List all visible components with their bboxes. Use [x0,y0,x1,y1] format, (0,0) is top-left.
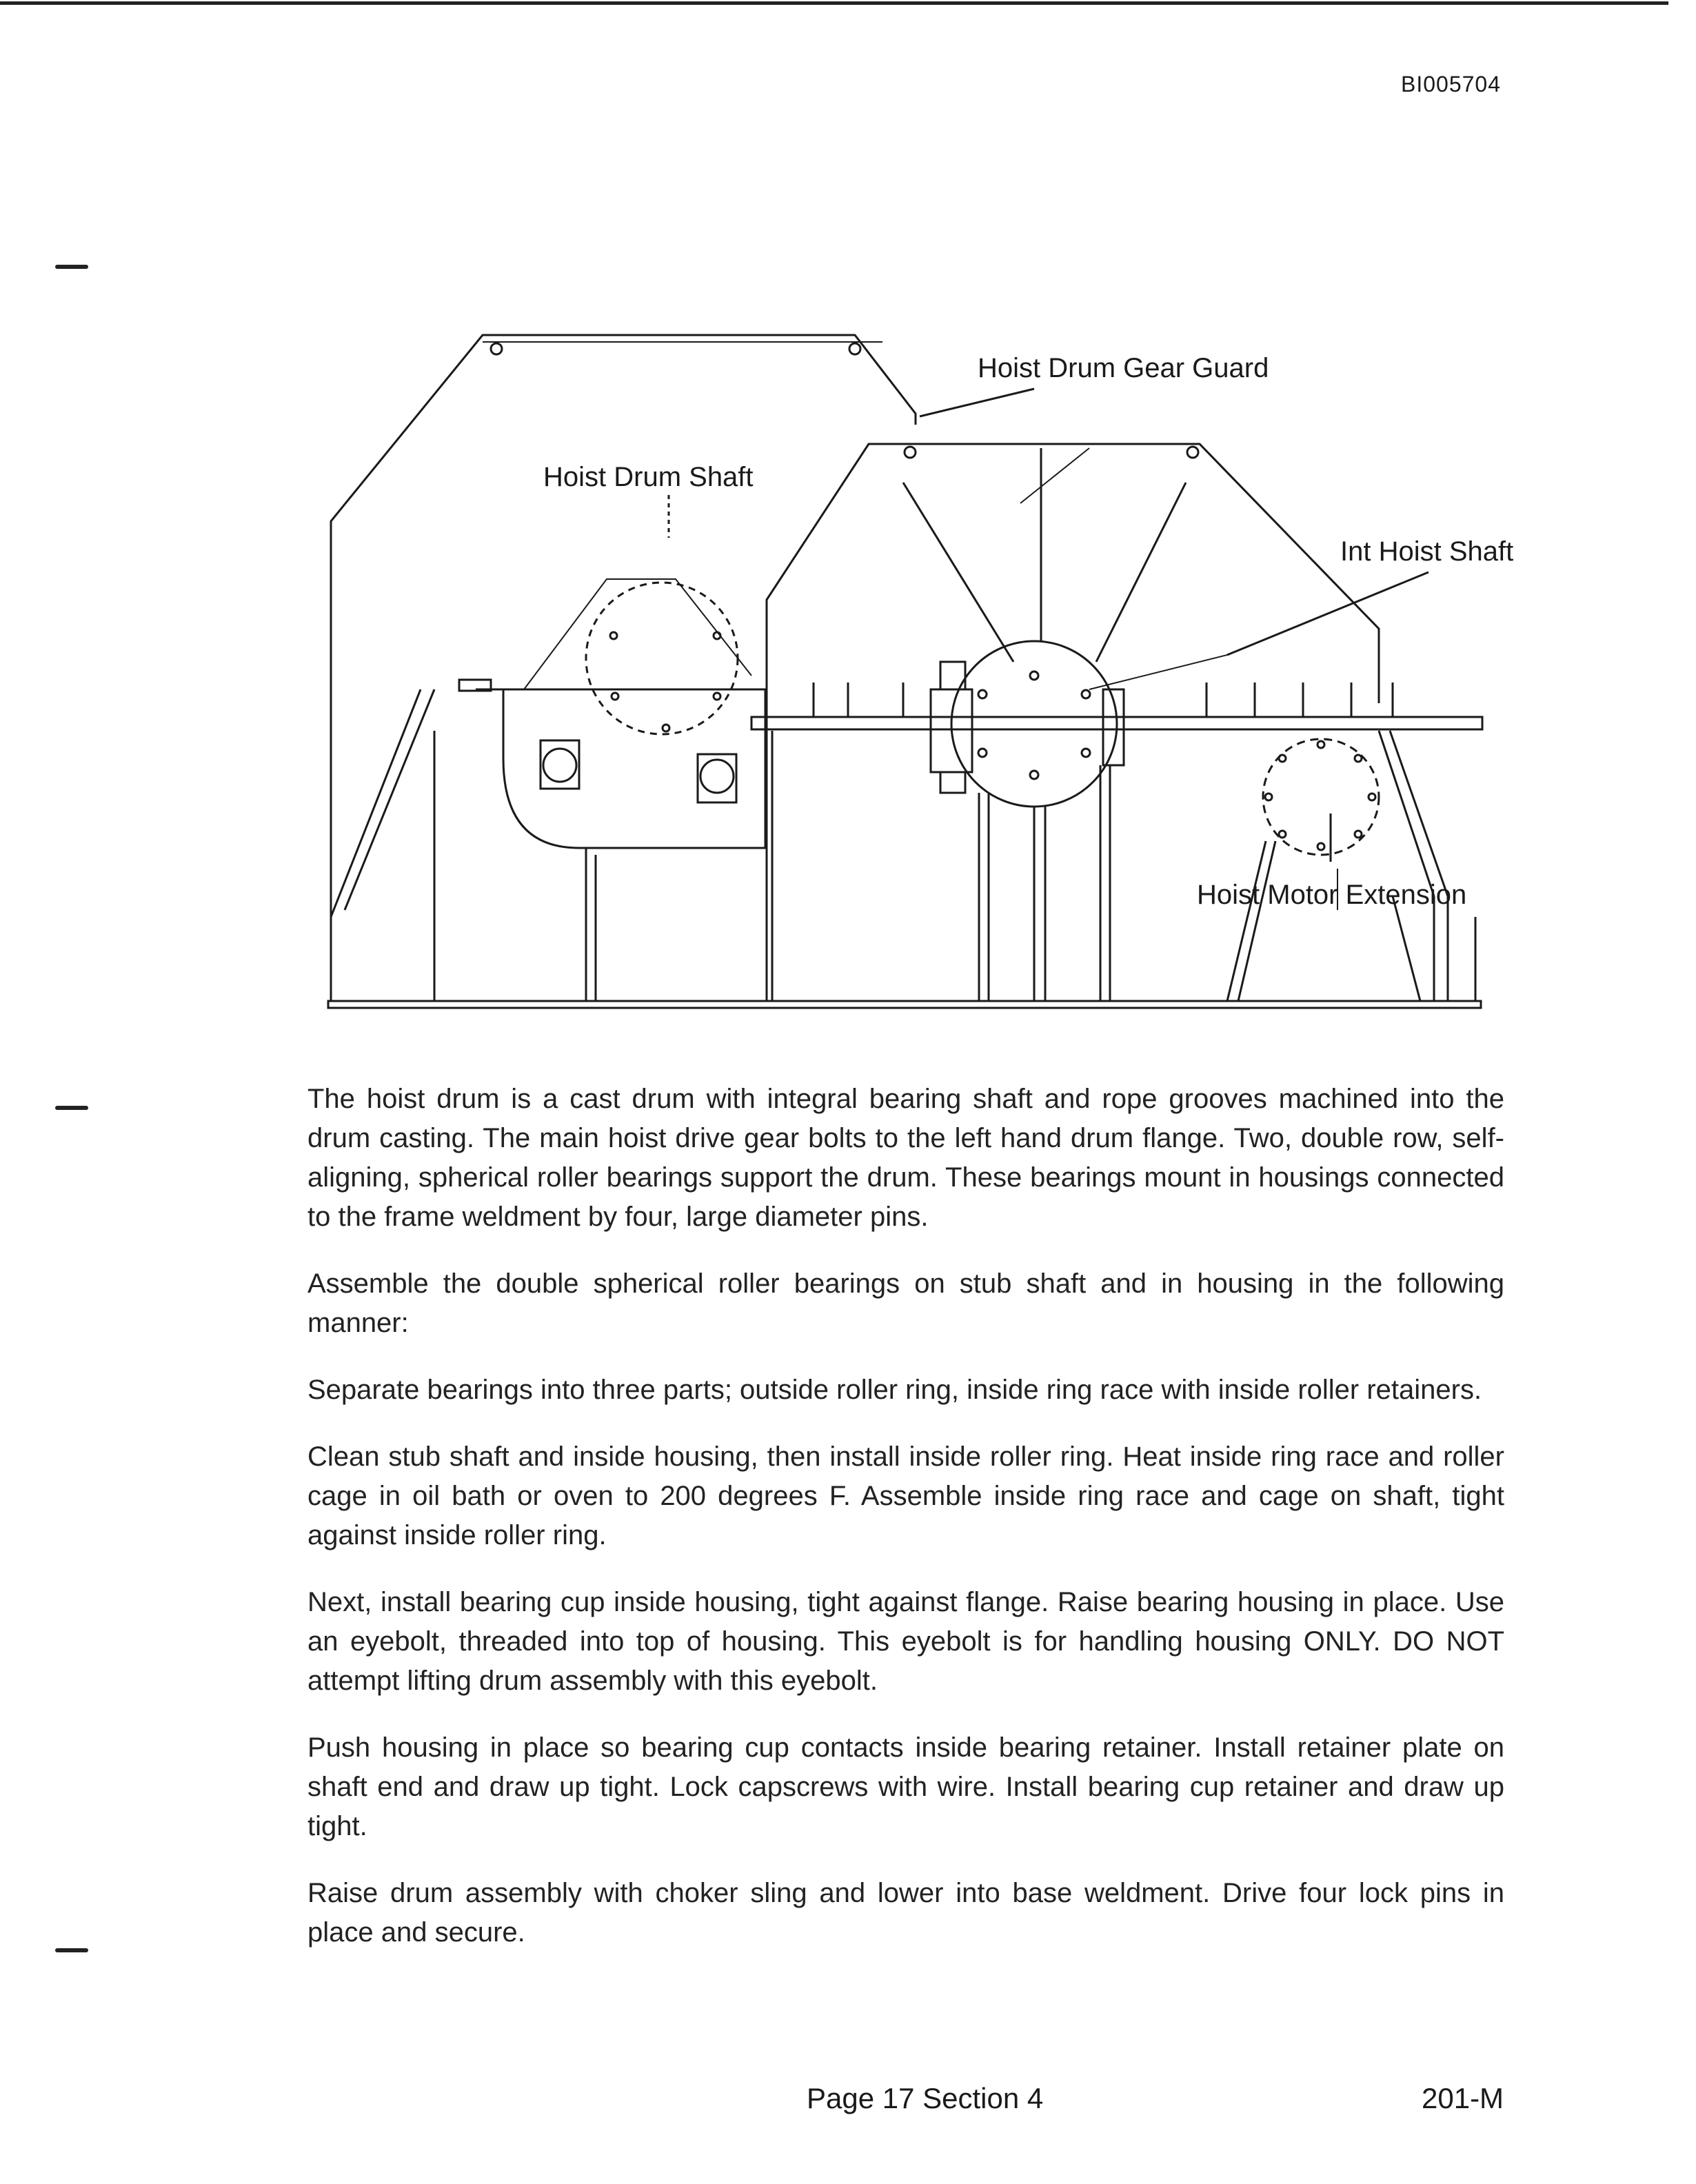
paragraph: Next, install bearing cup inside housing, tight against flange. Raise bearing housing in place. Use an eyebolt, threaded into top of housing. This eyebolt is for handling housing ONLY. DO NOT attempt lifting drum assembly with this eyebolt. [307,1587,1504,1696]
paragraph: Separate bearings into three parts; outside roller ring, inside ring race with inside roller retainers. [307,1375,1482,1405]
pillow-block [698,754,736,802]
gear-guard-outline [331,335,916,1001]
leader-line [1227,572,1429,655]
hoist-drum [951,641,1117,807]
bolt-hole [849,343,860,354]
paragraph: Clean stub shaft and inside housing, then install inside roller ring. Heat inside ring race and roller cage in oil bath or oven to 200 degrees F. Assemble inside ring race and cage on shaft, tight against inside roller ring. [307,1442,1504,1550]
paragraph: Push housing in place so bearing cup contacts inside bearing retainer. Install retainer plate on shaft end and draw up tight. Lock capscrews with wire. Install bearing cup retainer and draw up tight. [307,1732,1504,1841]
hoist-assembly-drawing [303,317,1558,1048]
callout-drum-shaft: Hoist Drum Shaft [543,462,754,492]
base-rail [328,1001,1481,1008]
binder-mark [55,1948,88,1952]
drum-guard-outline [767,444,1379,1001]
bolt-hole [1187,447,1198,458]
body-text [307,1080,1504,1980]
leader-line [920,389,1034,416]
callout-gear-guard: Hoist Drum Gear Guard [978,353,1269,383]
bolt-hole [491,343,502,354]
top-rule [0,1,1668,5]
callout-motor-extension: Hoist Motor Extension [1197,880,1467,910]
gear-body [476,689,765,848]
document-code: 201-M [1422,2082,1504,2114]
paragraph: Assemble the double spherical roller bearings on stub shaft and in housing in the following manner: [307,1268,1504,1338]
paragraph: The hoist drum is a cast drum with integral bearing shaft and rope grooves machined into the drum casting. The main hoist drive gear bolts to the left hand drum flange. Two, double row, self-aligning, spherical roller bearings support the drum. These bearings mount in housings connected to the frame weldment by four, large diameter pins. [307,1084,1504,1232]
callout-int-shaft: Int Hoist Shaft [1340,536,1514,567]
document-id: BI005704 [1401,72,1502,97]
bolt-hole [905,447,916,458]
paragraph: Raise drum assembly with choker sling and lower into base weldment. Drive four lock pins in place and secure. [307,1878,1504,1948]
drum-shaft-end [586,583,738,734]
binder-mark [55,265,88,269]
hoist-assembly-figure [303,317,1558,1048]
binder-mark [55,1106,88,1110]
page-number: Page 17 Section 4 [807,2082,1044,2114]
